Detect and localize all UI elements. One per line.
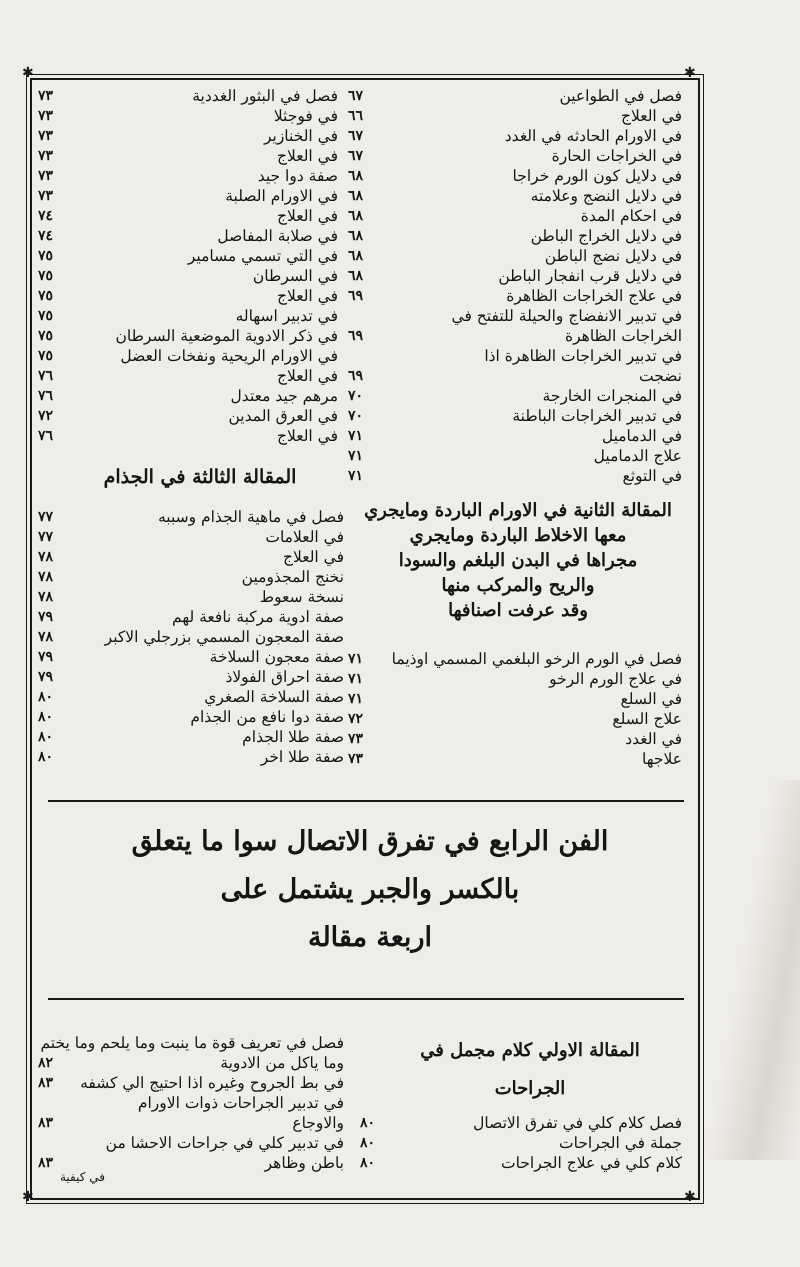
toc-entry	[38, 1033, 344, 1053]
toc-entry-page: ٧٨	[38, 569, 54, 585]
toc-entry	[38, 747, 344, 767]
toc-entry-title: صفة ادوية مركبة نافعة لهم	[172, 608, 344, 626]
toc-entry-title: نسخة سعوط	[259, 588, 344, 606]
toc-entry	[38, 326, 338, 346]
toc-entry	[348, 86, 682, 106]
toc-entry	[38, 246, 338, 266]
toc-entry-page: ٦٧	[348, 88, 364, 104]
toc-entry-page: ٦٦	[348, 108, 364, 124]
toc-entry-title: في تدبير الجراحات ذوات الاورام	[137, 1094, 344, 1112]
toc-entry-page: ٨٠	[38, 689, 54, 705]
toc-entry-page: ٧٣	[38, 148, 54, 164]
corner-ornament-tl: ✱	[22, 65, 34, 81]
toc-entry	[360, 1133, 682, 1153]
toc-entry-title: في السلع	[620, 690, 682, 708]
toc-entry-page: ٦٨	[348, 208, 364, 224]
toc-entry-page: ٧٨	[38, 589, 54, 605]
toc-entry	[38, 607, 344, 627]
toc-entry-title: في دلايل قرب انفجار الباطن	[498, 267, 682, 285]
toc-entry-title: جملة في الجراحات	[559, 1134, 682, 1152]
toc-entry-page: ٧٣	[348, 731, 364, 747]
toc-entry	[348, 669, 682, 689]
toc-entry	[38, 366, 338, 386]
toc-entry	[38, 426, 338, 446]
toc-entry	[348, 426, 682, 446]
maqala3-heading: المقالة الثالثة في الجذام	[103, 466, 297, 488]
toc-entry-page: ٧٥	[38, 288, 54, 304]
divider-top	[48, 800, 684, 802]
toc-entry-title: صفة المعجون المسمي بزرجلي الاكبر	[104, 628, 344, 646]
toc-entry-page: ٨٠	[360, 1115, 376, 1131]
toc-entry	[348, 106, 682, 126]
toc-entry-title: في السرطان	[252, 267, 338, 285]
toc-entry	[348, 366, 682, 386]
toc-entry	[348, 466, 682, 486]
toc-entry	[360, 1113, 682, 1133]
toc-entry-title: في الاورام الحادثه في الغدد	[504, 127, 682, 145]
toc-entry-page: ٧٣	[38, 88, 54, 104]
corner-ornament-tr: ✱	[684, 65, 696, 81]
toc-entry-title: في تدبير الخراجات الباطنة	[512, 407, 682, 425]
toc-entry-title: في ذكر الادوية الموضعية السرطان	[115, 327, 338, 345]
toc-entry-title: فصل في الطواعين	[559, 87, 682, 105]
toc-entry-page: ٧٦	[38, 388, 54, 404]
toc-entry-title: صفة طلا اخر	[260, 748, 344, 766]
toc-entry-page: ٧٣	[348, 751, 364, 767]
toc-entry-page: ٧٤	[38, 228, 54, 244]
toc-entry-title: باطن وظاهر	[264, 1154, 344, 1172]
toc-entry-title: في العرق المدين	[228, 407, 338, 425]
toc-entry-title: نضجت	[639, 367, 682, 385]
toc-entry-page: ٧٣	[38, 168, 54, 184]
toc-entry-title: في فوجثلا	[273, 107, 338, 125]
toc-column-top-right	[348, 86, 682, 486]
toc-entry	[38, 266, 338, 286]
toc-entry-title: في دلايل كون الورم خراجا	[512, 167, 682, 185]
toc-entry-title: في علاج الورم الرخو	[549, 670, 682, 688]
toc-entry	[348, 146, 682, 166]
toc-entry-title: في الاورام الريحية ونفخات العضل	[120, 347, 338, 365]
toc-entry	[38, 647, 344, 667]
toc-entry-title: صفة السلاخة الصغري	[204, 688, 344, 706]
toc-entry	[38, 627, 344, 647]
toc-entry-page: ٧١	[348, 651, 364, 667]
toc-entry-page: ٧٢	[348, 711, 364, 727]
toc-entry-page: ٧٧	[38, 529, 54, 545]
toc-entry-title: في العلاج	[276, 207, 338, 225]
toc-entry-title: في الاورام الصلبة	[225, 187, 338, 205]
toc-entry	[348, 386, 682, 406]
toc-entry-page: ٦٧	[348, 128, 364, 144]
toc-entry-title: فصل في ماهية الجذام وسببه	[157, 508, 344, 526]
toc-entry	[38, 406, 338, 426]
toc-entry-title: في العلاج	[282, 548, 344, 566]
toc-entry	[348, 346, 682, 366]
toc-entry-page: ٦٨	[348, 268, 364, 284]
maqala2-entries	[348, 649, 682, 769]
toc-entry-title: صفة دوا جيد	[257, 167, 338, 185]
toc-entry	[38, 186, 338, 206]
toc-entry-title: في دلايل الخراج الباطن	[530, 227, 682, 245]
toc-entry-title: في العلاج	[276, 287, 338, 305]
toc-entry-page: ٨٢	[38, 1055, 54, 1071]
toc-entry-title: في تدبير اسهاله	[235, 307, 338, 325]
catchword: في كيفية	[60, 1170, 106, 1184]
toc-entry	[348, 689, 682, 709]
toc-entry	[38, 727, 344, 747]
toc-entry	[38, 226, 338, 246]
toc-entry-title: صفة احراق الفولاذ	[225, 668, 344, 686]
toc-entry	[38, 106, 338, 126]
maqala1-entries	[360, 1113, 682, 1173]
toc-entry	[38, 1113, 344, 1133]
toc-entry-title: في المنجرات الخارجة	[542, 387, 682, 405]
toc-entry-title: في احكام المدة	[580, 207, 682, 225]
toc-entry	[348, 226, 682, 246]
toc-entry-page: ٧٨	[38, 549, 54, 565]
toc-entry-title: في العلاج	[276, 427, 338, 445]
toc-entry-title: في صلابة المفاصل	[217, 227, 338, 245]
toc-entry-title: فصل كلام كلي في تفرق الاتصال	[473, 1114, 682, 1132]
toc-entry-page: ٧١	[348, 691, 364, 707]
toc-entry	[38, 86, 338, 106]
maqala2-heading-line: معها الاخلاط الباردة ومايجري	[409, 525, 627, 546]
fann4-line: اربعة مقالة	[307, 922, 432, 953]
toc-entry-page: ٧٤	[38, 208, 54, 224]
toc-entry-title: في تدبير الانفضاج والحيلة للتفتح في	[451, 307, 682, 325]
toc-entry	[348, 326, 682, 346]
toc-column-bottom-left	[38, 1033, 344, 1173]
toc-entry-page: ٧٠	[348, 408, 364, 424]
toc-entry-title: في تدبير الخراجات الظاهرة اذا	[484, 347, 682, 365]
toc-entry-page: ٧٢	[38, 408, 54, 424]
toc-entry-page: ٧٥	[38, 248, 54, 264]
maqala1-heading-line: المقالة الاولي كلام مجمل في	[420, 1040, 640, 1061]
toc-entry-page: ٨٣	[38, 1075, 54, 1091]
toc-entry-page: ٧٩	[38, 649, 54, 665]
toc-entry-page: ٧٧	[38, 509, 54, 525]
toc-entry-title: في الخراجات الحارة	[551, 147, 682, 165]
toc-entry-title: في بط الجروح وغيره اذا احتيج الي كشفه	[80, 1074, 344, 1092]
toc-entry	[360, 1153, 682, 1173]
toc-entry	[38, 567, 344, 587]
fann4-line: الفن الرابع في تفرق الاتصال سوا ما يتعلق	[131, 826, 609, 857]
toc-entry	[38, 547, 344, 567]
toc-entry-title: صفة طلا الجذام	[242, 728, 344, 746]
maqala1-heading-line: الجراحات	[494, 1078, 566, 1099]
toc-entry-title: في العلاج	[620, 107, 682, 125]
toc-entry-page: ٧٨	[38, 629, 54, 645]
toc-entry-title: في دلايل نضج الباطن	[544, 247, 682, 265]
toc-entry	[38, 1133, 344, 1153]
toc-entry-title: في الدماميل	[601, 427, 682, 445]
toc-entry-page: ٧٩	[38, 609, 54, 625]
toc-entry-title: في التوثع	[622, 467, 682, 485]
toc-entry-title: صفة معجون السلاخة	[209, 648, 344, 666]
toc-entry	[348, 286, 682, 306]
toc-entry-page: ٨٠	[360, 1155, 376, 1171]
toc-entry-page: ٧٥	[38, 328, 54, 344]
maqala3-entries	[38, 507, 344, 767]
toc-entry-title: في الغدد	[625, 730, 682, 748]
toc-entry-page: ٦٩	[348, 328, 364, 344]
toc-entry-page: ٨٠	[360, 1135, 376, 1151]
toc-entry-title: فصل في تعريف قوة ما ينبت وما يلحم وما يختم	[40, 1034, 344, 1052]
toc-entry	[348, 306, 682, 326]
toc-entry-page: ٧١	[348, 671, 364, 687]
toc-entry-page: ٧٣	[38, 128, 54, 144]
toc-entry	[38, 306, 338, 326]
toc-entry	[348, 406, 682, 426]
toc-entry	[348, 446, 682, 466]
fann4-line: بالكسر والجبر يشتمل على	[220, 874, 520, 905]
toc-entry	[38, 527, 344, 547]
toc-entry-title: نخنج المجذومين	[241, 568, 344, 586]
toc-entry	[348, 206, 682, 226]
toc-entry-page: ٨٠	[38, 729, 54, 745]
toc-entry-title: والاوجاع	[292, 1114, 344, 1132]
toc-entry	[38, 206, 338, 226]
corner-ornament-br: ✱	[684, 1189, 696, 1205]
toc-entry-page: ٧٩	[38, 669, 54, 685]
toc-entry-page: ٧١	[348, 428, 364, 444]
toc-entry-page: ٨٠	[38, 709, 54, 725]
toc-entry	[38, 667, 344, 687]
toc-entry	[38, 707, 344, 727]
toc-entry-page: ٦٩	[348, 288, 364, 304]
toc-entry-title: في العلاج	[276, 367, 338, 385]
toc-entry-page: ٨٣	[38, 1115, 54, 1131]
toc-entry-page: ٧٥	[38, 308, 54, 324]
toc-entry	[38, 1053, 344, 1073]
toc-entry-page: ٧٥	[38, 348, 54, 364]
toc-entry-page: ٧٣	[38, 188, 54, 204]
toc-entry-title: علاج السلع	[612, 710, 682, 728]
toc-entry-title: في تدبير كلي في جراحات الاحشا من	[105, 1134, 344, 1152]
toc-entry-page: ٧٦	[38, 368, 54, 384]
toc-entry	[38, 346, 338, 366]
toc-entry-title: صفة دوا نافع من الجذام	[190, 708, 344, 726]
toc-entry	[348, 649, 682, 669]
toc-entry	[38, 286, 338, 306]
toc-entry-page: ٨٠	[38, 749, 54, 765]
toc-entry-title: علاجها	[642, 750, 682, 768]
maqala2-heading-line: والريح والمركب منها	[441, 575, 595, 596]
toc-entry	[348, 729, 682, 749]
toc-entry-title: في العلامات	[265, 528, 344, 546]
toc-entry-title: الخراجات الظاهرة	[564, 327, 682, 345]
toc-entry-title: فصل في الورم الرخو البلغمي المسمي اوذيما	[391, 650, 682, 668]
toc-entry	[38, 507, 344, 527]
toc-entry-title: في العلاج	[276, 147, 338, 165]
toc-entry-page: ٦٨	[348, 168, 364, 184]
maqala2-heading-line: المقالة الثانية في الاورام الباردة ومايجري	[364, 500, 672, 521]
toc-entry	[348, 126, 682, 146]
toc-entry-title: في الخنازير	[263, 127, 338, 145]
toc-entry	[348, 246, 682, 266]
toc-entry-page: ٦٩	[348, 368, 364, 384]
toc-entry-title: في دلايل النضج وعلامته	[530, 187, 682, 205]
toc-entry-title: وما ياكل من الادوية	[220, 1054, 344, 1072]
toc-entry	[348, 709, 682, 729]
toc-entry	[348, 266, 682, 286]
toc-entry	[38, 386, 338, 406]
toc-entry-page: ٦٨	[348, 188, 364, 204]
toc-entry-page: ٦٨	[348, 248, 364, 264]
toc-entry	[348, 166, 682, 186]
toc-entry-title: فصل في البثور الغددية	[192, 87, 338, 105]
toc-entry	[348, 186, 682, 206]
toc-entry-page: ٨٣	[38, 1155, 54, 1171]
torn-edge	[710, 780, 800, 1160]
toc-column-top-left	[38, 86, 338, 446]
toc-entry-page: ٧٥	[38, 268, 54, 284]
toc-entry-title: في التي تسمي مسامير	[187, 247, 338, 265]
toc-entry	[348, 749, 682, 769]
toc-entry-page: ٧٦	[38, 428, 54, 444]
toc-entry	[38, 587, 344, 607]
toc-entry	[38, 1073, 344, 1093]
toc-entry-title: كلام كلي في علاج الجراحات	[501, 1154, 682, 1172]
toc-entry-page: ٦٧	[348, 148, 364, 164]
toc-entry-title: في علاج الخراجات الظاهرة	[506, 287, 682, 305]
toc-entry	[38, 687, 344, 707]
corner-ornament-bl: ✱	[22, 1189, 34, 1205]
toc-entry	[38, 146, 338, 166]
toc-entry-page: ٧١	[348, 448, 364, 464]
toc-entry	[38, 166, 338, 186]
divider-bottom	[48, 998, 684, 1000]
toc-entry-page: ٧٣	[38, 108, 54, 124]
toc-entry	[38, 1093, 344, 1113]
toc-entry-page: ٦٨	[348, 228, 364, 244]
toc-entry-page: ٧١	[348, 468, 364, 484]
maqala2-heading	[355, 498, 681, 623]
toc-entry-title: علاج الدماميل	[593, 447, 682, 465]
maqala2-heading-line: وقد عرفت اصنافها	[448, 600, 588, 621]
maqala2-heading-line: مجراها في البدن البلغم والسودا	[398, 550, 638, 571]
toc-entry-page: ٧٠	[348, 388, 364, 404]
toc-entry-title: مرهم جيد معتدل	[230, 387, 338, 405]
fann4-heading	[60, 818, 680, 962]
maqala1-heading	[400, 1032, 660, 1108]
toc-entry	[38, 126, 338, 146]
